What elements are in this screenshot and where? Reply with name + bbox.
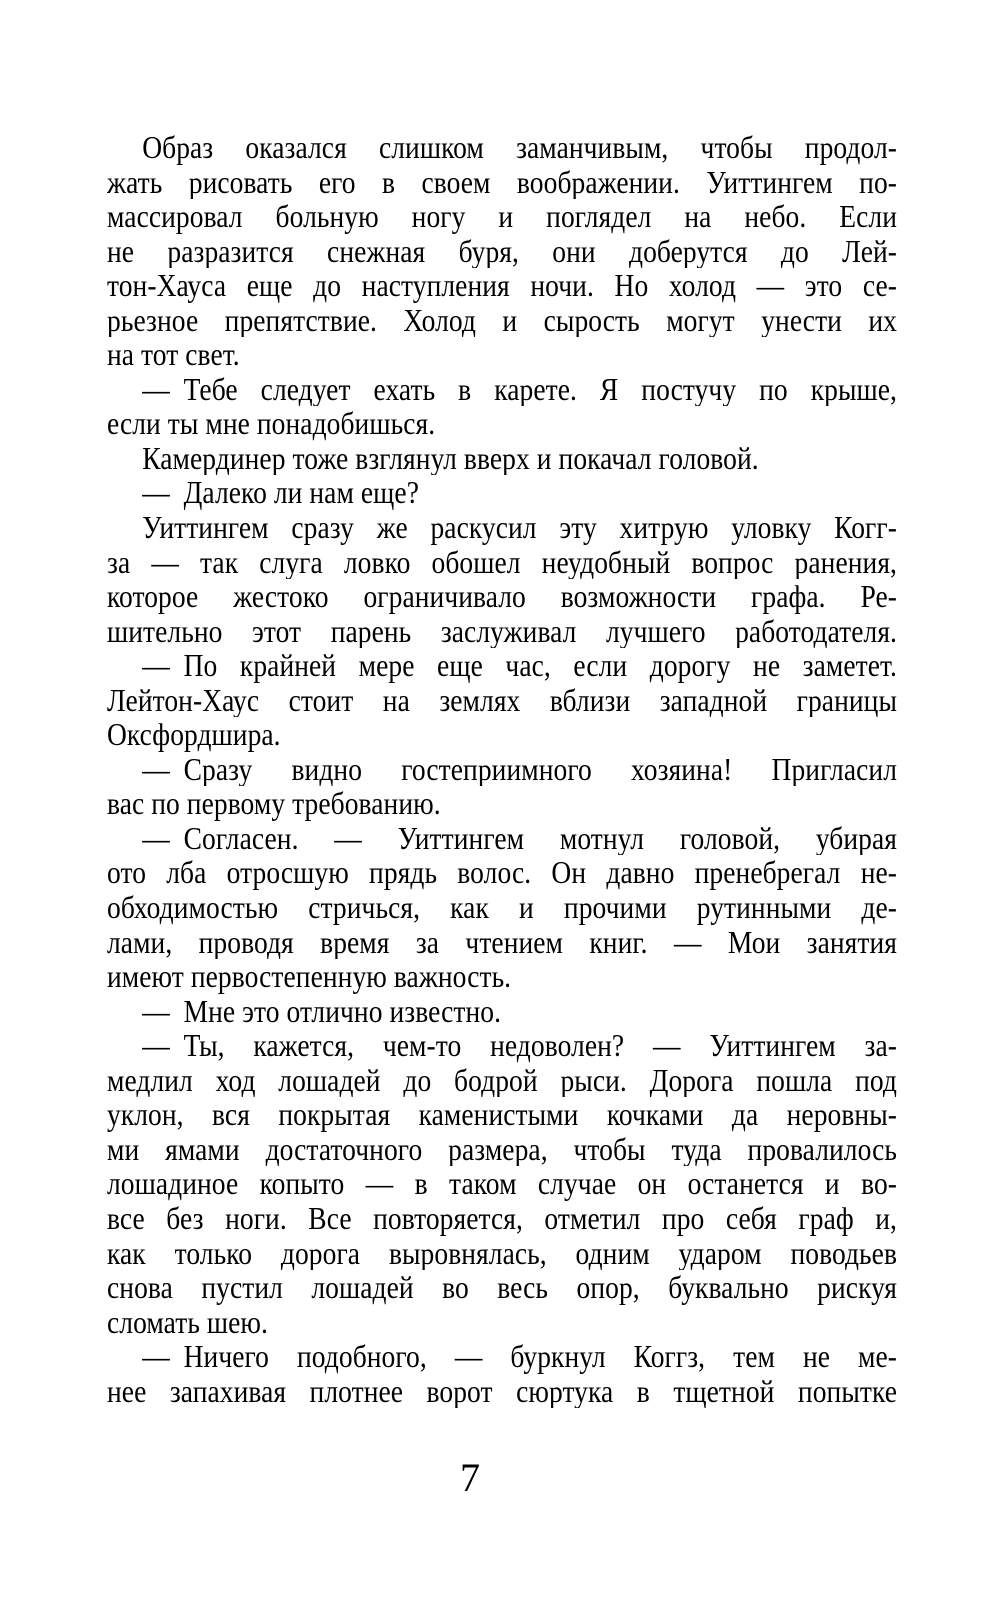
text-line: — Сразу видно гостеприимного хозяина! Пригласил bbox=[142, 751, 898, 787]
text-line: все без ноги. Все повторяется, отметил про себя граф и, bbox=[107, 1200, 898, 1236]
text-line: не разразится снежная буря, они доберутся до Лей- bbox=[107, 233, 898, 269]
paragraph bbox=[107, 1028, 897, 1339]
text-line: — Далеко ли нам еще? bbox=[142, 475, 419, 511]
text-line: на тот свет. bbox=[107, 337, 240, 372]
text-line: массировал больную ногу и поглядел на небо. Если bbox=[107, 199, 898, 234]
text-line: как только дорога выровнялась, одним ударом поводьев bbox=[107, 1235, 898, 1271]
text-line: снова пустил лошадей во весь опор, буквально рискуя bbox=[107, 1270, 898, 1305]
text-line: обходимостью стричься, как и прочими рутинными де- bbox=[107, 890, 898, 925]
text-line: рьезное препятствие. Холод и сырость могут унести их bbox=[107, 302, 898, 338]
text-line: — Тебе следует ехать в карете. Я постучу по крыше, bbox=[142, 371, 898, 407]
paragraph bbox=[107, 372, 897, 441]
paragraph bbox=[107, 821, 897, 994]
paragraph bbox=[107, 994, 897, 1029]
text-line: если ты мне понадобишься. bbox=[107, 406, 436, 441]
paragraph bbox=[107, 475, 897, 510]
paragraph bbox=[107, 441, 897, 476]
paragraph bbox=[107, 510, 897, 648]
text-line: вас по первому требованию. bbox=[107, 786, 441, 821]
text-line: Камердинер тоже взглянул вверх и покачал головой. bbox=[142, 440, 759, 476]
paragraph bbox=[107, 752, 897, 821]
paragraph bbox=[107, 648, 897, 752]
text-line: которое жестоко ограничивало возможности графа. Ре- bbox=[107, 579, 898, 614]
text-line: Оксфордшира. bbox=[107, 717, 281, 752]
text-line: Лейтон-Хаус стоит на землях вблизи западной границы bbox=[107, 682, 898, 718]
text-line: — По крайней мере еще час, если дорогу не заметет. bbox=[142, 648, 898, 683]
text-line: — Мне это отлично известно. bbox=[142, 993, 502, 1029]
text-line: тон-Хауса еще до наступления ночи. Но холод — это се- bbox=[107, 268, 898, 303]
text-line: сломать шею. bbox=[107, 1304, 269, 1340]
text-line: Уиттингем сразу же раскусил эту хитрую уловку Когг- bbox=[142, 510, 898, 545]
text-line: — Ты, кажется, чем-то недоволен? — Уиттингем за- bbox=[142, 1028, 898, 1063]
text-line: медлил ход лошадей до бодрой рыси. Дорога пошла под bbox=[107, 1062, 898, 1098]
text-line: ми ямами достаточного размера, чтобы туда провалилось bbox=[107, 1131, 898, 1167]
text-line: ото лба отросшую прядь волос. Он давно пренебрегал не- bbox=[107, 855, 898, 891]
text-line: жать рисовать его в своем воображении. Уиттингем по- bbox=[107, 164, 898, 200]
text-line: — Согласен. — Уиттингем мотнул головой, убирая bbox=[142, 820, 898, 856]
text-line: имеют первостепенную важность. bbox=[107, 959, 512, 994]
paragraph bbox=[107, 1339, 897, 1408]
text-line: лошадиное копыто — в таком случае он останется и во- bbox=[107, 1166, 898, 1201]
paragraph bbox=[107, 130, 897, 372]
text-line: нее запахивая плотнее ворот сюртука в тщетной попытке bbox=[107, 1373, 898, 1409]
text-line: Образ оказался слишком заманчивым, чтобы продол- bbox=[142, 130, 898, 165]
text-line: за — так слуга ловко обошел неудобный вопрос ранения, bbox=[107, 544, 898, 580]
text-line: — Ничего подобного, — буркнул Коггз, тем не ме- bbox=[142, 1339, 898, 1374]
text-line: лами, проводя время за чтением книг. — Мои занятия bbox=[107, 924, 898, 960]
page-text bbox=[107, 130, 897, 1408]
page-number: 7 bbox=[460, 1455, 480, 1500]
text-line: шительно этот парень заслуживал лучшего работодателя. bbox=[107, 613, 898, 649]
text-line: уклон, вся покрытая каменистыми кочками да неровны- bbox=[107, 1097, 898, 1132]
